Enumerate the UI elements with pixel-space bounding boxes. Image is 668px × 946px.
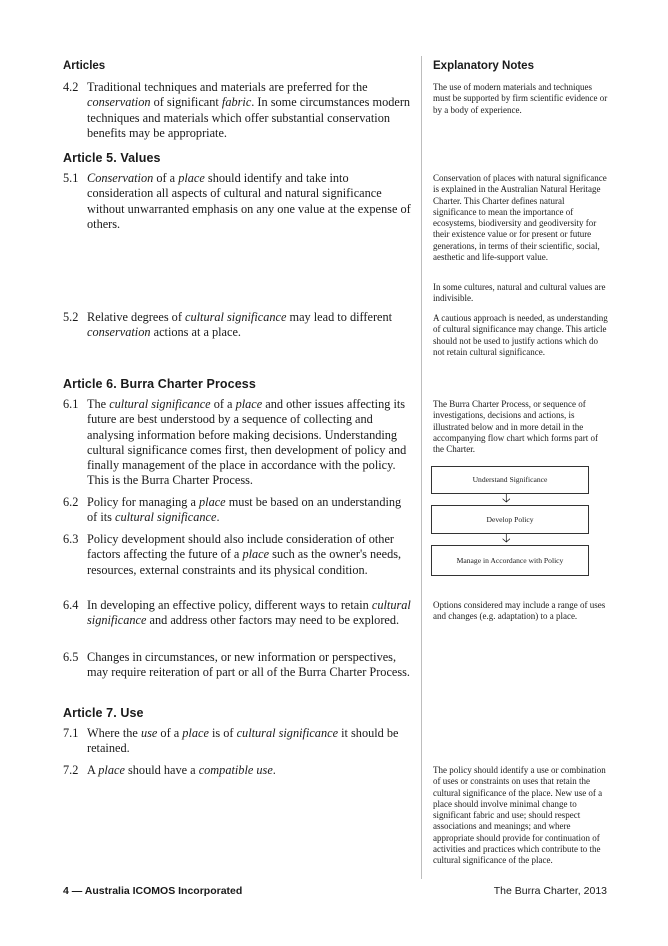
article-7-2: 7.2 A place should have a compatible use. [63,763,276,777]
down-arrow-icon: 🡣 [502,491,511,505]
flow-step-develop: Develop Policy [431,505,589,534]
article-6-5: 6.5 Changes in circumstances, or new information or perspectives, may require reiteration of part or all of the Burra Charter Process. [63,650,411,680]
clause-number: 6.2 [63,495,79,509]
flow-step-understand: Understand Significance [431,466,589,494]
article-6-3: 6.3 Policy development should also include consideration of other factors affecting the future of a place such as the owner's needs, resources, external constraints and its physical condition. [63,532,402,577]
clause-number: 6.5 [63,650,79,664]
flow-step-manage: Manage in Accordance with Policy [431,545,589,576]
down-arrow-icon: 🡣 [502,531,511,545]
clause-number: 6.1 [63,397,79,411]
column-divider [421,56,422,879]
articles-heading: Articles [63,60,106,72]
clause-number: 5.2 [63,310,79,324]
note-7-2: The policy should identify a use or combination of uses or constraints on uses that retain the cultural significance of the place. New use of a place should involve minimal change to significant fabric and use; should respect associations and meanings; and where appropriate should provide for continuation of activities and practices which contribute to the cultural significance of the place. [433,765,606,866]
article-7-title: Article 7. Use [63,706,144,720]
article-5-2: 5.2 Relative degrees of cultural significance may lead to different conservation actions at a place. [63,310,393,340]
article-4-2: 4.2 Traditional techniques and materials are preferred for the conservation of significant fabric. In some circumstances modern techniques and materials which offer substantial conservation benefits may be appropriate. [63,80,411,140]
note-5-1-cultures: In some cultures, natural and cultural values are indivisible. [433,282,606,304]
clause-number: 6.4 [63,598,79,612]
note-5-1: Conservation of places with natural significance is explained in the Australian Natural Heritage Charter. This Charter defines natural significance to mean the importance of ecosystems, biodiversity and geodiversity for their existence value or for present or future generations, in terms of their scientific, social, aesthetic and life-support value. [433,173,607,263]
clause-number: 5.1 [63,171,79,185]
note-6-1: The Burra Charter Process, or sequence of investigations, decisions and actions, is illustrated below and in more detail in the accompanying flow chart which forms part of the Charter. [433,399,598,455]
article-5-1: 5.1 Conservation of a place should identify and take into consideration all aspects of cultural and natural significance without unwarranted emphasis on any one value at the expense of others. [63,171,411,231]
note-6-4: Options considered may include a range of uses and changes (e.g. adaptation) to a place. [433,600,606,622]
article-6-2: 6.2 Policy for managing a place must be based on an understanding of its cultural significance. [63,495,402,525]
notes-heading: Explanatory Notes [433,60,534,72]
article-6-title: Article 6. Burra Charter Process [63,377,256,391]
article-6-4: 6.4 In developing an effective policy, different ways to retain cultural significance and address other factors may need to be explored. [63,598,411,628]
footer-document-title: The Burra Charter, 2013 [493,885,607,897]
clause-number: 4.2 [63,80,79,94]
clause-number: 6.3 [63,532,79,546]
article-5-title: Article 5. Values [63,151,161,165]
note-4-2: The use of modern materials and techniques must be supported by firm scientific evidence or by a body of experience. [433,82,608,115]
article-6-1: 6.1 The cultural significance of a place and other issues affecting its future are best understood by a sequence of collecting and analysing information before making decisions. Understanding cultural significance comes first, then development of policy and finally management of the place in accordance with the policy. This is the Burra Charter Process. [63,397,407,488]
clause-number: 7.1 [63,726,79,740]
clause-number: 7.2 [63,763,79,777]
article-7-1: 7.1 Where the use of a place is of cultural significance it should be retained. [63,726,399,756]
note-5-2: A cautious approach is needed, as understanding of cultural significance may change. This article should not be used to justify actions which do not retain cultural significance. [433,313,608,357]
footer-page-label: 4 — Australia ICOMOS Incorporated [63,885,243,897]
